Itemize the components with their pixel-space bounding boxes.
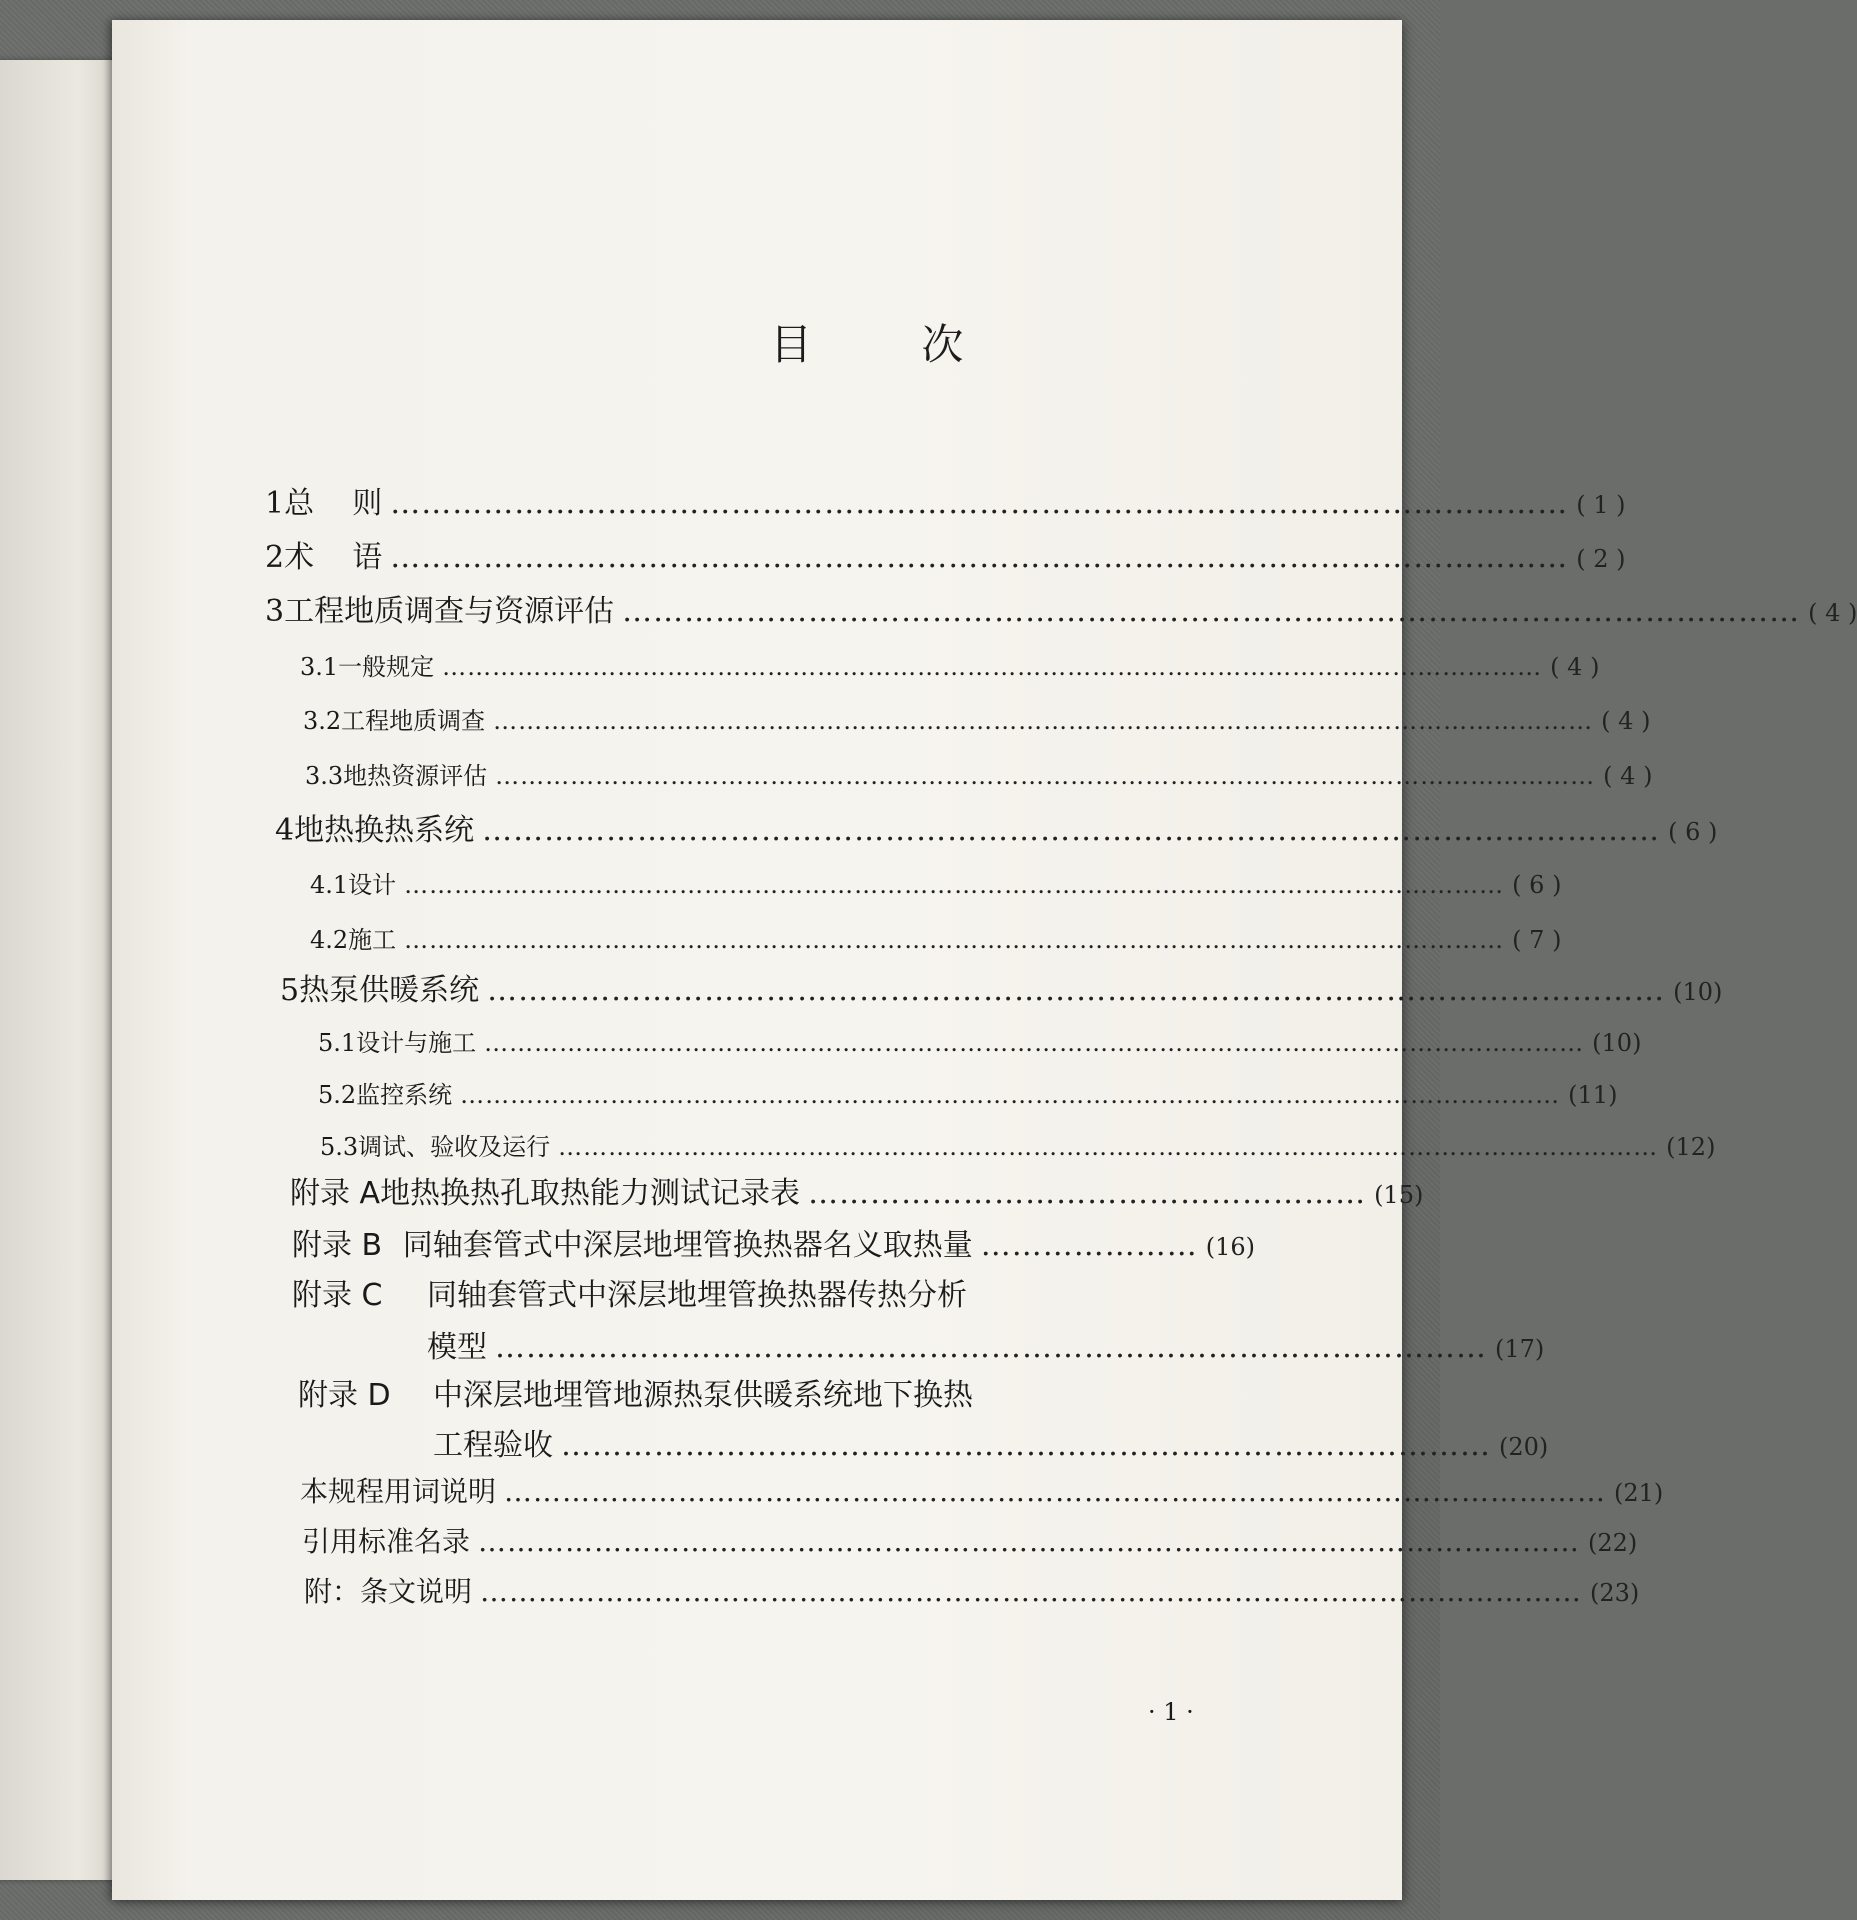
toc-page: (15)	[1374, 1181, 1424, 1209]
toc-number: 1	[265, 486, 285, 521]
toc-number: 3	[265, 594, 285, 629]
toc-label: 地热换热孔取热能力测试记录表	[380, 1176, 801, 1211]
toc-usage-note	[300, 1470, 1664, 1510]
toc-page: (20)	[1499, 1433, 1549, 1461]
toc-number: 5.2	[318, 1081, 357, 1109]
toc-entry-1	[265, 478, 1626, 522]
toc-leader: …………………	[980, 1228, 1198, 1263]
toc-page: (22)	[1588, 1529, 1638, 1557]
toc-label: 工程验收	[433, 1428, 553, 1463]
toc-label: 设计与施工	[356, 1029, 477, 1057]
toc-cited-standards	[302, 1520, 1638, 1560]
toc-entry-5-3	[320, 1127, 1716, 1162]
toc-page: (11)	[1568, 1081, 1618, 1109]
toc-label: 附：条文说明	[304, 1575, 473, 1608]
toc-number: 3.3	[305, 762, 344, 790]
toc-appendix-b	[292, 1220, 1255, 1264]
toc-label: 施工	[348, 926, 397, 954]
toc-entry-4-2	[310, 920, 1562, 955]
toc-page: (10)	[1673, 978, 1723, 1006]
toc-entry-5-2	[318, 1075, 1618, 1110]
toc-leader: ……………………………………………………………………………………………………	[480, 1575, 1583, 1608]
toc-page: (17)	[1495, 1335, 1545, 1363]
toc-number: 附录 A	[290, 1176, 381, 1211]
toc-leader: ………………………………………………………………………………	[561, 1428, 1491, 1463]
toc-number: 3.1	[300, 653, 339, 681]
toc-leader: ……………………………………………………………………………………………………	[478, 1525, 1581, 1558]
toc-number: 3.2	[303, 707, 342, 735]
toc-number: 4	[275, 813, 295, 848]
toc-page: ( 6 )	[1512, 871, 1562, 899]
toc-label: 设计	[348, 871, 397, 899]
toc-leader: ……………………………………………………………………………………………………	[622, 594, 1801, 629]
toc-label: 中深层地埋管地源热泵供暖系统地下换热	[433, 1378, 973, 1413]
toc-label: 工程地质调查	[341, 707, 486, 735]
toc-entry-3	[265, 586, 1857, 630]
toc-label: 地热资源评估	[343, 762, 488, 790]
toc-number: 附录 C	[292, 1278, 383, 1313]
toc-leader: ……………………………………………………………………………………………………………………	[493, 707, 1594, 735]
toc-label: 总 则	[284, 486, 383, 521]
toc-number: 5.3	[320, 1133, 359, 1161]
toc-leader: ……………………………………………………………………………………………………………………	[404, 871, 1505, 899]
toc-label: 术 语	[284, 540, 383, 575]
toc-page: ( 4 )	[1603, 762, 1653, 790]
toc-number: 2	[265, 540, 285, 575]
toc-leader: ……………………………………………………………………………………………………………………	[442, 653, 1543, 681]
toc-number: 4.2	[310, 926, 349, 954]
toc-appendix-a	[290, 1168, 1424, 1212]
page-number: · 1 ·	[1148, 1698, 1194, 1726]
toc-entry-3-1	[300, 647, 1600, 682]
toc-entry-5	[280, 965, 1723, 1009]
toc-leader: ……………………………………………………………………………………………………………………	[484, 1029, 1585, 1057]
toc-leader: ……………………………………………………………………………………………………	[390, 486, 1569, 521]
toc-label: 引用标准名录	[302, 1525, 471, 1558]
toc-entry-5-1	[318, 1023, 1642, 1058]
toc-page: (12)	[1666, 1133, 1716, 1161]
toc-entry-3-3	[305, 756, 1653, 791]
toc-page: ( 2 )	[1576, 545, 1626, 573]
toc-page: ( 7 )	[1512, 926, 1562, 954]
toc-page: ( 6 )	[1668, 818, 1718, 846]
toc-label: 本规程用词说明	[300, 1475, 497, 1508]
toc-label: 监控系统	[356, 1081, 453, 1109]
toc-leader: ……………………………………………………………………………………………………………………	[558, 1133, 1659, 1161]
toc-page: ( 4 )	[1601, 707, 1651, 735]
toc-label: 调试、验收及运行	[358, 1133, 551, 1161]
toc-page: ( 4 )	[1808, 599, 1857, 627]
toc-leader: ……………………………………………………………………………………………………………………	[495, 762, 1596, 790]
toc-leader: ……………………………………………………………………………………………………	[390, 540, 1569, 575]
toc-page: (21)	[1614, 1479, 1664, 1507]
toc-leader: ……………………………………………………………………………………………………	[487, 973, 1666, 1008]
toc-appendix-c-cont	[427, 1322, 1545, 1366]
toc-leader: ……………………………………………………………………………………	[495, 1330, 1487, 1365]
page-title: 目 次	[770, 320, 1012, 369]
toc-number: 附录 B	[292, 1228, 383, 1263]
toc-page: ( 1 )	[1576, 491, 1626, 519]
toc-leader: ……………………………………………………………………………………………………………………	[460, 1081, 1561, 1109]
toc-label: 热泵供暖系统	[299, 973, 480, 1008]
toc-label: 地热换热系统	[294, 813, 475, 848]
toc-label: 模型	[427, 1330, 487, 1365]
toc-entry-3-2	[303, 701, 1651, 736]
toc-page: (23)	[1590, 1579, 1640, 1607]
toc-appendix-c	[292, 1270, 1255, 1314]
toc-appendix-d	[298, 1370, 1255, 1414]
toc-leader: ……………………………………………………………………………………………………	[482, 813, 1661, 848]
toc-label: 一般规定	[338, 653, 435, 681]
toc-explanation	[304, 1570, 1640, 1610]
toc-number: 5	[280, 973, 300, 1008]
book-page	[112, 20, 1402, 1900]
toc-leader: ……………………………………………………………………………………………………………………	[404, 926, 1505, 954]
toc-page: ( 4 )	[1550, 653, 1600, 681]
toc-appendix-d-cont	[433, 1420, 1549, 1464]
toc-number: 5.1	[318, 1029, 357, 1057]
toc-label: 同轴套管式中深层地埋管换热器传热分析	[427, 1278, 967, 1313]
toc-number: 附录 D	[298, 1378, 391, 1413]
toc-entry-4	[275, 805, 1718, 849]
toc-label: 工程地质调查与资源评估	[284, 594, 615, 629]
toc-leader: ………………………………………………	[808, 1176, 1367, 1211]
toc-page: (16)	[1205, 1233, 1255, 1261]
toc-page: (10)	[1592, 1029, 1642, 1057]
toc-entry-2	[265, 532, 1626, 576]
toc-entry-4-1	[310, 865, 1562, 900]
toc-leader: ……………………………………………………………………………………………………	[504, 1475, 1607, 1508]
toc-label: 同轴套管式中深层地埋管换热器名义取热量	[402, 1228, 973, 1263]
toc-number: 4.1	[310, 871, 349, 899]
